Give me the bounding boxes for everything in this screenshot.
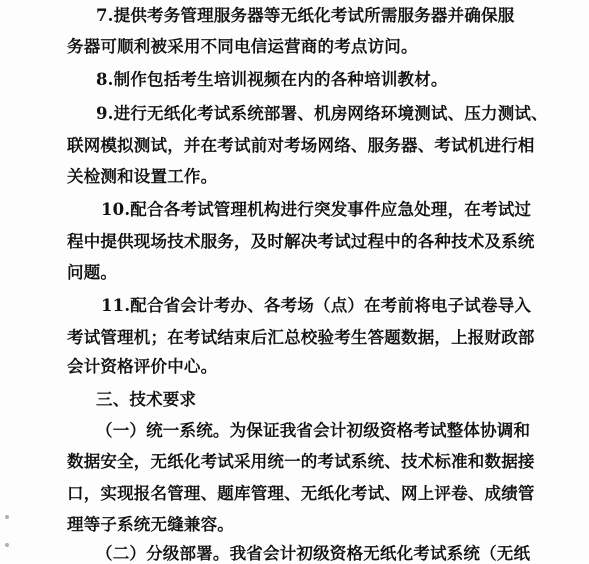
text-line: 问题。 — [67, 263, 118, 282]
text-line: （一）统一系统。为保证我省会计初级资格考试整体协调和 — [96, 421, 531, 440]
text-line: 考试管理机；在考试结束后汇总校验考生答题数据，上报财政部 — [67, 328, 535, 347]
scan-speck — [5, 543, 9, 547]
section-heading: 三、技术要求 — [96, 390, 197, 409]
text-line: 10.配合各考试管理机构进行突发事件应急处理，在考试过 — [101, 200, 532, 219]
text-line: 9.进行无纸化考试系统部署、机房网络环境测试、压力测试、 — [96, 104, 548, 123]
text-line: 程中提供现场技术服务，及时解决考试过程中的各种技术及系统 — [67, 232, 535, 251]
scan-speck — [5, 515, 9, 519]
text-line: 关检测和设置工作。 — [67, 167, 218, 186]
text-line: 口，实现报名管理、题库管理、无纸化考试、网上评卷、成绩管 — [67, 484, 535, 503]
text-line: 数据安全，无纸化考试采用统一的考试系统、技术标准和数据接 — [67, 452, 535, 471]
text-line: （二）分级部署。我省会计初级资格无纸化考试系统（无纸 — [96, 544, 531, 563]
text-line: 会计资格评价中心。 — [67, 357, 218, 376]
text-line: 8.制作包括考生培训视频在内的各种培训教材。 — [96, 70, 448, 89]
text-line: 7.提供考务管理服务器等无纸化考试所需服务器并确保服 — [96, 6, 515, 25]
text-line: 理等子系统无缝兼容。 — [67, 515, 234, 534]
text-line: 11.配合省会计考办、各考场（点）在考前将电子试卷导入 — [101, 296, 532, 315]
text-line: 务器可顺利被采用不同电信运营商的考点访问。 — [67, 37, 418, 56]
text-line: 联网模拟测试，并在考试前对考场网络、服务器、考试机进行相 — [67, 136, 535, 155]
